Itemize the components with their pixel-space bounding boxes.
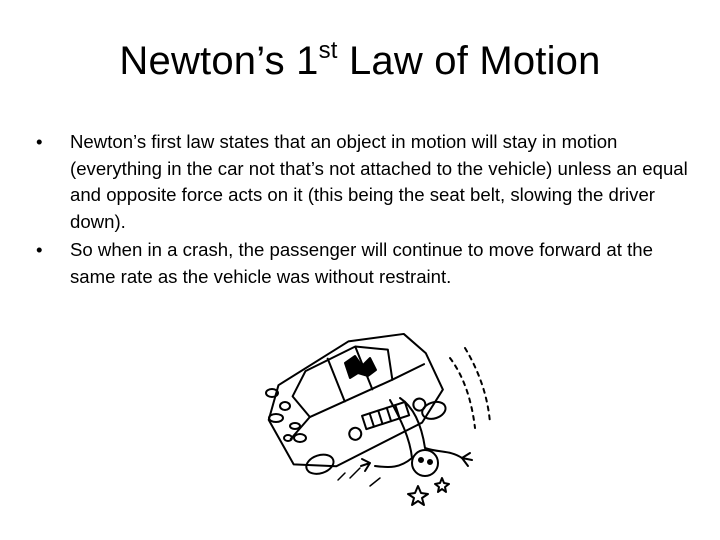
bullet-list xyxy=(36,129,696,292)
title-suffix: Law of Motion xyxy=(337,39,601,83)
bullet-text: Newton’s first law states that an object in motion will stay in motion (everything in the car not that’s not attached to the vehicle) unless an equal and opposite force acts on it (this being the seat belt, slowing the driver down). xyxy=(70,131,688,232)
skid-marks xyxy=(338,468,380,486)
car-crash-illustration xyxy=(250,318,500,518)
impact-star xyxy=(435,478,449,492)
debris xyxy=(266,389,306,442)
title-superscript: st xyxy=(318,37,338,64)
bullet-marker: • xyxy=(36,239,43,260)
slide-title xyxy=(0,38,720,84)
car-body xyxy=(253,318,456,483)
bullet-item xyxy=(36,129,696,235)
bullet-text: So when in a crash, the passenger will continue to move forward at the same rate as the vehicle was without restraint. xyxy=(70,239,653,287)
motion-lines xyxy=(450,358,475,428)
title-prefix: Newton’s 1 xyxy=(119,39,319,83)
bullet-item xyxy=(36,237,696,290)
bullet-marker: • xyxy=(36,131,43,152)
impact-star xyxy=(408,486,428,505)
car-crash-driver-ejected-icon xyxy=(250,318,500,518)
